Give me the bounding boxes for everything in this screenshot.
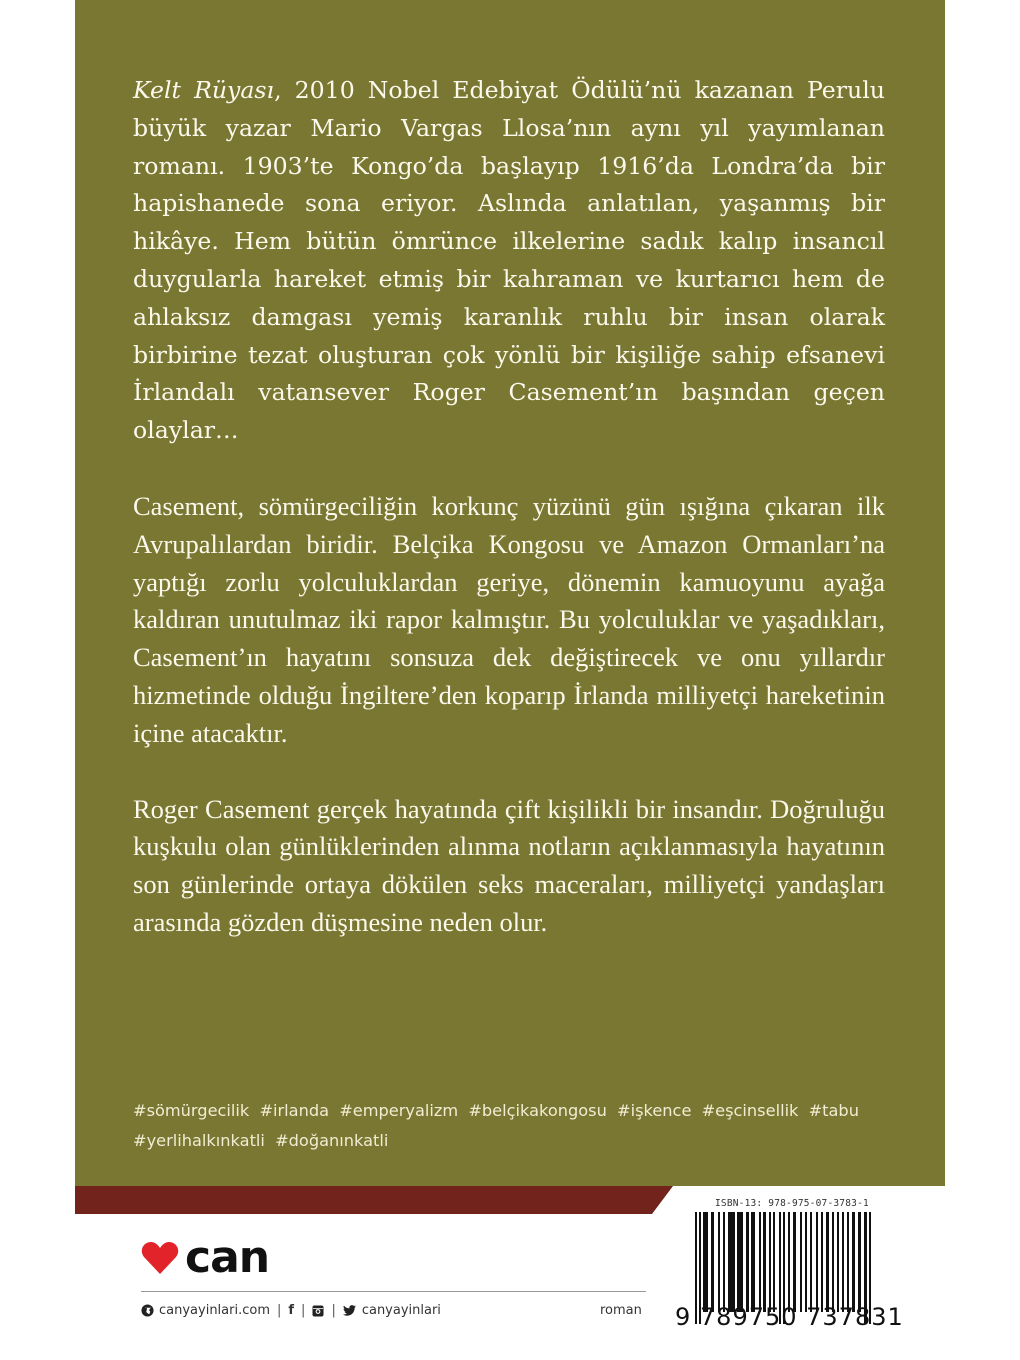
website-link[interactable]: canyayinlari.com bbox=[159, 1303, 270, 1318]
book-back-cover bbox=[75, 0, 945, 1360]
logo-wordmark: can bbox=[185, 1232, 270, 1283]
hashtag: #sömürgecilik bbox=[133, 1101, 250, 1120]
isbn-label: ISBN-13: 978-975-07-3783-1 bbox=[715, 1198, 869, 1209]
globe-icon bbox=[141, 1304, 154, 1317]
social-handle[interactable]: canyayinlari bbox=[361, 1303, 441, 1318]
hashtag: #belçikakongosu bbox=[468, 1101, 607, 1120]
publisher-logo bbox=[141, 1232, 270, 1283]
hashtag: #irlanda bbox=[259, 1101, 330, 1120]
hashtag: #yerlihalkınkatli bbox=[133, 1131, 265, 1150]
decorative-band bbox=[75, 1186, 675, 1215]
hashtag: #emperyalizm bbox=[339, 1101, 459, 1120]
heart-icon bbox=[141, 1241, 179, 1275]
blurb-paragraph-2: Casement, sömürgeciliğin korkunç yüzünü gün ışığına çıkaran ilk Avrupalılardan biridir. Belçika Kongosu ve Amazon Ormanları’na yaptığı zorlu yolculuklardan geriye, dönemin kamuoyunu ayağa kaldıran unutulmaz iki rapor kalmıştır. Bu yolculuklar ve yaşadıkları, Casement’ın hayatını sonsuza dek değiştirecek ve onu yıllardır hizmetinde olduğu İngiltere’den koparıp İrlanda milliyetçi hareketinin içine atacaktır. bbox=[133, 490, 885, 748]
blurb-text bbox=[133, 72, 885, 980]
hashtag: #doğanınkatli bbox=[275, 1131, 389, 1150]
book-title: Kelt Rüyası bbox=[133, 76, 275, 104]
blurb-paragraph-1: Kelt Rüyası, 2010 Nobel Edebiyat Ödülü’nü kazanan Perulu büyük yazar Mario Vargas Llosa’nın aynı yıl yayımlanan romanı. 1903’te Kongo’da başlayıp 1916’da Londra’da bir hapishanede sona eriyor. Aslında anlatılan, yaşanmış bir hikâye. Hem bütün ömrünce ilkelerine sadık kalıp insancıl duygularla hareket etmiş bir kahraman ve kurtarıcı hem de ahlaksız damgası yemiş karanlık ruhlu bir insan olarak birbirine tezat oluşturan çok yönlü bir kişiliğe sahip efsanevi İrlandalı vatansever Roger Casement’ın başından geçen olaylar… bbox=[133, 76, 885, 445]
divider bbox=[141, 1291, 646, 1292]
genre-label: roman bbox=[600, 1303, 642, 1318]
cover-background bbox=[75, 0, 945, 1186]
hashtag: #tabu bbox=[808, 1101, 859, 1120]
hashtags bbox=[133, 1096, 893, 1156]
facebook-icon[interactable]: f bbox=[288, 1303, 295, 1318]
blurb-paragraph-3: Roger Casement gerçek hayatında çift kişilikli bir insandır. Doğruluğu kuşkulu olan günlüklerinden alınma notların açıklanmasıyla hayatının son günlerinde ortaya dökülen seks maceraları, milliyetçi yandaşları arasında gözden düşmesine neden olur. bbox=[133, 793, 885, 937]
hashtag: #eşcinsellik bbox=[701, 1101, 799, 1120]
hashtag: #işkence bbox=[617, 1101, 692, 1120]
publisher-links: canyayinlari.com | f | | canyayinlari bbox=[141, 1303, 441, 1318]
instagram-icon[interactable] bbox=[312, 1305, 324, 1317]
twitter-icon[interactable] bbox=[343, 1305, 356, 1316]
ean-digits: 9 789750 737831 bbox=[675, 1303, 904, 1331]
